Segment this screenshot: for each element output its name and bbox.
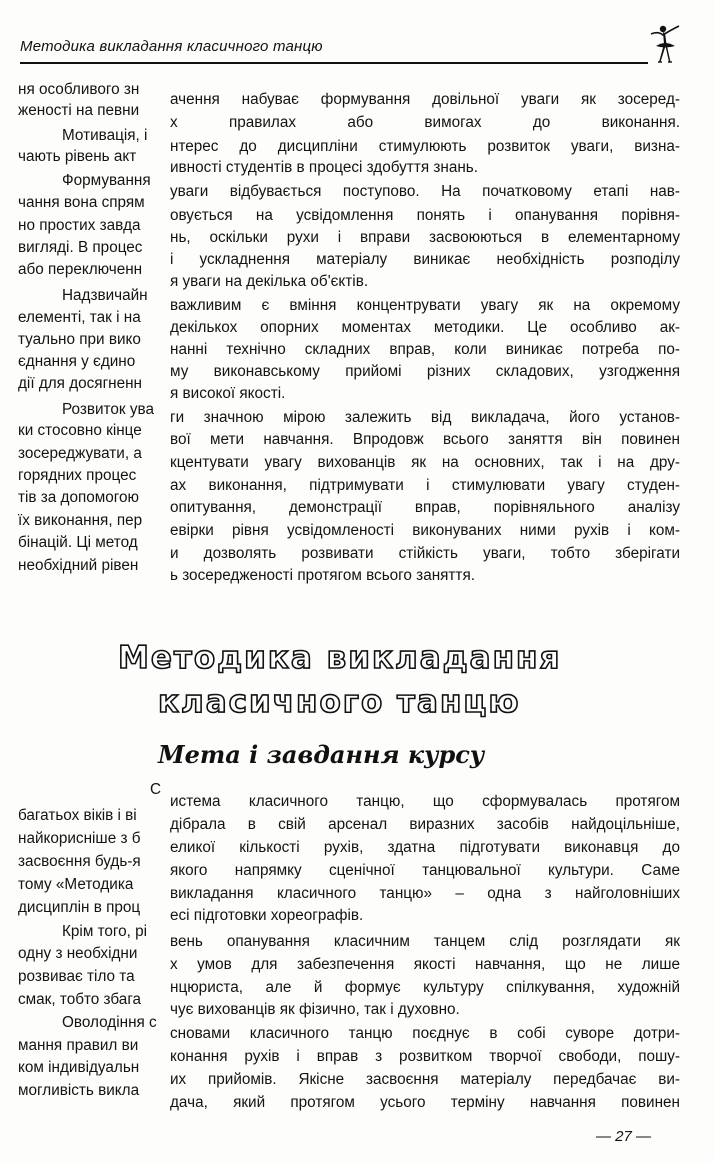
left-fragment: Крім того, рі — [62, 923, 148, 940]
left-fragment: розвиває тіло та — [18, 968, 135, 985]
text-line: му виконавському прийомі різних складових, узгодження — [170, 363, 680, 380]
text-line: их прийомів. Якісне засвоєння матеріалу передбачає ви- — [170, 1071, 680, 1088]
text-line: нь, оскільки рухи і вправи засвоюються в елементарному — [170, 229, 680, 246]
left-fragment: їх виконання, пер — [18, 512, 143, 529]
chapter-heading-line-2-right: ласичного танцю — [181, 684, 521, 720]
left-fragment: елементі, так і на — [18, 309, 141, 326]
chapter-heading-line-2-left: к — [158, 684, 182, 720]
running-header-right: ння класичного танцю — [157, 38, 323, 55]
text-line: чує вихованців як фізично, так і духовно. — [170, 1001, 460, 1018]
text-line: х умов для забезпечення якості навчання, що не лише — [170, 956, 680, 973]
text-line: ги значною мірою залежить від викладача, його установ- — [170, 409, 680, 426]
text-line: истема класичного танцю, що сформувалась протягом — [170, 793, 680, 810]
text-line: дібрала в свій арсенал виразних засобів найдоцільніше, — [170, 816, 680, 833]
chapter-heading-line-1-right: тодика викладання — [173, 640, 562, 676]
text-line: овується на усвідомлення понять і опанування порівня- — [170, 207, 680, 224]
text-line: я уваги на декілька об'єктів. — [170, 273, 369, 290]
text-line: декількох опорних моментах методики. Це особливо ак- — [170, 319, 680, 336]
text-line: викладання класичного танцю» – одна з найголовніших — [170, 885, 680, 902]
text-line: есі підготовки хореографів. — [170, 907, 364, 924]
text-line: ачення набуває формування довільної уваги як зосеред- — [170, 91, 680, 108]
left-fragment: Формування — [62, 172, 151, 189]
text-line: евірки рівня усвідомленості виконуваних ними рухів і ком- — [170, 522, 680, 539]
text-line: еликої кількості рухів, здатна підготувати виконавця до — [170, 839, 680, 856]
left-fragment: Надзвичайн — [62, 287, 148, 304]
left-fragment: зосереджувати, а — [18, 445, 142, 462]
running-header-left: Методика виклада — [20, 38, 158, 55]
left-fragment: бінацій. Ці метод — [18, 534, 138, 551]
header-rule — [20, 62, 648, 64]
text-line: важливим є вміння концентрувати увагу як на окремому — [170, 297, 680, 314]
left-fragment: смак, тобто збага — [18, 991, 142, 1008]
chapter-heading-line-1-left: Ме — [118, 640, 174, 676]
left-fragment: єднання у єдино — [18, 353, 136, 370]
left-fragment: одну з необхідни — [18, 945, 138, 962]
text-line: и дозволять розвивати стійкість уваги, тобто зберігати — [170, 545, 680, 562]
text-line: нанні технічно складних вправ, коли виникає потреба по- — [170, 341, 680, 358]
left-fragment: чання вона спрям — [18, 194, 145, 211]
left-fragment: дії для досягненн — [18, 375, 143, 392]
text-line: сновами класичного танцю поєднує в собі суворе дотри- — [170, 1025, 680, 1042]
left-fragment: необхідний рівен — [18, 557, 139, 574]
left-fragment: женості на певни — [18, 102, 140, 119]
text-line: нтерес до дисципліни стимулюють розвиток уваги, визна- — [170, 138, 680, 155]
left-fragment: багатьох віків і ві — [18, 807, 137, 824]
text-line: дача, який протягом усього терміну навчання повинен — [170, 1094, 680, 1111]
text-line: х правилах або вимогах до виконання. — [170, 114, 680, 131]
text-line: кцентувати увагу вихованців як на основних, так і на дру- — [170, 454, 680, 471]
left-fragment: горядних процес — [18, 467, 137, 484]
chapter-heading-line-1 — [118, 640, 561, 676]
text-line: ах виконання, підтримувати і стимулювати увагу студен- — [170, 477, 680, 494]
left-fragment: тів за допомогою — [18, 489, 140, 506]
page-number: — 27 — — [596, 1128, 652, 1145]
left-fragment: Оволодіння с — [62, 1014, 157, 1031]
left-fragment: Мотивація, і — [62, 127, 148, 144]
section-subheading: Мета і завдання курсу — [158, 740, 485, 769]
left-fragment: ня особливого зн — [18, 81, 140, 98]
text-line: вень опанування класичним танцем слід розглядати як — [170, 933, 680, 950]
left-fragment: чають рівень акт — [18, 148, 137, 165]
ballerina-icon — [648, 22, 682, 70]
text-line: опитування, демонстрації вправ, порівняльного аналізу — [170, 499, 680, 516]
left-fragment: туально при вико — [18, 331, 141, 348]
left-fragment: ки стосовно кінце — [18, 422, 142, 439]
text-line: якого напрямку сценічної танцювальної культури. Саме — [170, 862, 680, 879]
chapter-heading-line-2 — [158, 684, 520, 720]
text-line: ивності студентів в процесі здобуття знань. — [170, 159, 478, 176]
text-line: ь зосередженості протягом всього заняття. — [170, 567, 475, 584]
left-fragment: найкорисніше з б — [18, 830, 141, 847]
left-fragment: Розвиток ува — [62, 401, 154, 418]
left-fragment: С — [150, 781, 162, 798]
text-line: вої мети навчання. Впродовж всього заняття він повинен — [170, 431, 680, 448]
text-line: уваги відбувається поступово. На початковому етапі нав- — [170, 183, 680, 200]
running-header — [20, 38, 323, 55]
left-fragment: вигляді. В процес — [18, 239, 143, 256]
left-fragment: но простих завда — [18, 217, 141, 234]
left-fragment: або переключенн — [18, 261, 143, 278]
text-line: конання рухів і вправ з розвитком творчої свободи, пошу- — [170, 1048, 680, 1065]
left-fragment: мання правил ви — [18, 1037, 139, 1054]
text-line: я високої якості. — [170, 385, 286, 402]
text-line: нцюриста, але й формує культуру спілкування, художній — [170, 979, 680, 996]
left-fragment: засвоєння будь-я — [18, 853, 141, 870]
text-line: і ускладнення матеріалу виникає необхідність розподілу — [170, 251, 680, 268]
left-fragment: ком індивідуальн — [18, 1059, 140, 1076]
left-fragment: тому «Методика — [18, 876, 134, 893]
left-fragment: дисциплін в проц — [18, 899, 141, 916]
left-fragment: могливість викла — [18, 1082, 140, 1099]
